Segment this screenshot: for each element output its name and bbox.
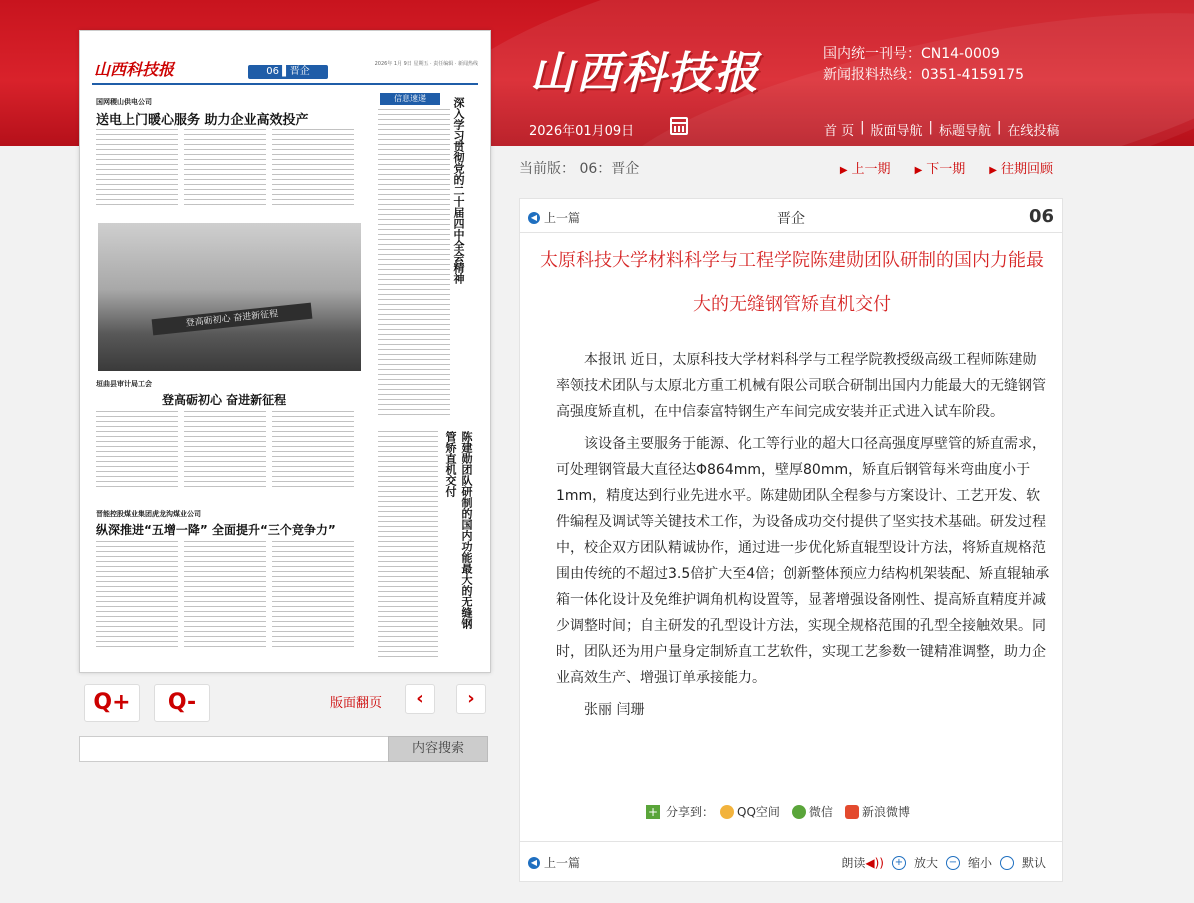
text-block[interactable] bbox=[378, 431, 438, 661]
article-bottom-bar bbox=[520, 841, 1062, 881]
prev-article-link-bottom[interactable]: ◀ 上一篇 bbox=[528, 854, 580, 871]
nav-layout[interactable]: 版面导航 bbox=[870, 124, 923, 139]
article-title: 太原科技大学材料科学与工程学院陈建勋团队研制的国内力能最大的无缝钢管矫直机交付 bbox=[540, 250, 1044, 315]
font-enlarge-button[interactable]: 放大 bbox=[913, 856, 938, 870]
photo-banner: 登高砺初心 奋进新征程 bbox=[152, 303, 313, 336]
next-issue-link[interactable]: ▶ 下一期 bbox=[914, 162, 966, 177]
story1-title[interactable]: 送电上门暖心服务 助力企业高效投产 bbox=[96, 113, 309, 128]
calendar-icon[interactable] bbox=[670, 117, 688, 135]
nav-submit[interactable]: 在线投稿 bbox=[1007, 124, 1060, 139]
share-weibo[interactable]: 新浪微博 bbox=[845, 803, 910, 820]
story3-kicker[interactable]: 晋能控股煤业集团虎龙沟煤业公司 bbox=[96, 510, 201, 518]
side-title-1[interactable]: 深入学习贯彻党的二十届四中全会精神 bbox=[452, 97, 465, 284]
issn-text: 国内统一刊号：CN14-0009 bbox=[823, 46, 1000, 62]
article-panel bbox=[519, 198, 1063, 882]
zoom-in-button[interactable]: Q+ bbox=[84, 684, 140, 722]
article-author: 张丽 闫珊 bbox=[584, 702, 645, 718]
story2-kicker[interactable]: 垣曲县审计局工会 bbox=[96, 380, 152, 388]
read-aloud-button[interactable]: 朗读◀)) bbox=[841, 856, 884, 870]
header-nav bbox=[824, 120, 1059, 139]
article-body bbox=[556, 347, 1050, 729]
nav-separator: | bbox=[928, 120, 933, 135]
speaker-icon: ◀)) bbox=[865, 856, 884, 870]
prev-issue-link[interactable]: ▶ 上一期 bbox=[839, 162, 891, 177]
font-default-button[interactable]: 默认 bbox=[1021, 856, 1046, 870]
text-block[interactable] bbox=[96, 541, 178, 651]
news-photo[interactable] bbox=[98, 223, 361, 371]
weibo-icon bbox=[845, 805, 859, 819]
page-flip-label: 版面翻页 bbox=[330, 696, 383, 711]
triangle-right-icon: ▶ bbox=[839, 165, 848, 176]
prev-page-button[interactable]: ‹ bbox=[405, 684, 435, 714]
current-edition-bar bbox=[519, 152, 1059, 180]
zoom-out-button[interactable]: Q- bbox=[154, 684, 210, 722]
default-size-icon[interactable] bbox=[1000, 856, 1014, 870]
text-block[interactable] bbox=[96, 411, 178, 491]
wechat-icon bbox=[792, 805, 806, 819]
text-block[interactable] bbox=[272, 129, 354, 209]
paper-meta: 2026年 1月 9日 星期五 · 责任编辑 · 新闻热线 bbox=[374, 61, 478, 67]
text-block[interactable] bbox=[184, 129, 266, 209]
issue-date: 2026年01月09日 bbox=[529, 124, 635, 139]
share-qzone[interactable]: QQ空间 bbox=[720, 803, 780, 820]
text-block[interactable] bbox=[272, 411, 354, 491]
side-title-2[interactable]: 陈建勋团队研制的国内功能最大的无缝钢管矫直机交付 bbox=[444, 431, 473, 629]
newspaper-page-preview[interactable] bbox=[79, 30, 491, 673]
nav-home[interactable]: 首 页 bbox=[824, 124, 855, 139]
triangle-right-icon: ▶ bbox=[989, 165, 997, 176]
text-block[interactable] bbox=[272, 541, 354, 651]
side-tag: 信息速递 bbox=[380, 93, 440, 105]
paper-rule bbox=[92, 83, 478, 85]
qzone-icon bbox=[720, 805, 734, 819]
header-info bbox=[823, 44, 1024, 86]
search-button[interactable]: 内容搜索 bbox=[388, 736, 488, 762]
article-page-number: 06 bbox=[1028, 206, 1054, 227]
share-wechat[interactable]: 微信 bbox=[792, 803, 833, 820]
story1-kicker[interactable]: 国网稷山供电公司 bbox=[96, 98, 152, 106]
zoom-in-icon[interactable]: + bbox=[892, 856, 906, 870]
text-block[interactable] bbox=[184, 541, 266, 651]
story2-title[interactable]: 登高砺初心 奋进新征程 bbox=[162, 393, 287, 407]
issue-pager bbox=[840, 158, 1053, 177]
zoom-out-icon[interactable]: − bbox=[946, 856, 960, 870]
nav-titles[interactable]: 标题导航 bbox=[938, 124, 991, 139]
font-shrink-button[interactable]: 缩小 bbox=[967, 856, 992, 870]
article-section: 晋企 bbox=[777, 211, 805, 227]
article-paragraph: 该设备主要服务于能源、化工等行业的超大口径高强度厚壁管的矫直需求，可处理钢管最大直径达Φ864mm，壁厚80mm，矫直后钢管每米弯曲度小于1mm，精度达到行业先进水平。陈建勋团队全程参与方案设计、工艺开发、软件编程及调试等关键技术工作，为设备成功交付提供了坚实技术基础。研发过程中，校企双方团队精诚协作，通过进一步优化矫直辊型设计方法，将矫直规格范围由传统的不超过3.5倍扩大至4倍；创新整体预应力结构机架装配、矫直辊轴承箱一体化设计及免维护调角机构设置等，显著增强设备刚性、提高矫直精度并减少调整时间；自主研发的孔型设计方法，实现全规格范围的孔型全接触效果。同时，团队还为用户量身定制矫直工艺软件，实现工艺参数一键精准调整，助力企业高效生产、增强订单承接能力。 bbox=[556, 436, 1050, 686]
text-block[interactable] bbox=[184, 411, 266, 491]
current-edition-label: 当前版： 06：晋企 bbox=[519, 161, 640, 177]
arrow-left-icon: ◀ bbox=[528, 212, 540, 224]
paper-edition-tag: 06 ▌晋企 bbox=[248, 65, 328, 79]
reading-tools bbox=[841, 854, 1046, 871]
share-label: 分享到： bbox=[666, 805, 715, 819]
article-paragraph: 本报讯 近日，太原科技大学材料科学与工程学院教授级高级工程师陈建勋率领技术团队与太原北方重工机械有限公司联合研制出国内力能最大的无缝钢管高强度矫直机，在中信泰富特钢生产车间完成安装并正式进入试车阶段。 bbox=[556, 352, 1046, 420]
nav-separator: | bbox=[860, 120, 865, 135]
paper-masthead: 山西科技报 bbox=[94, 60, 175, 79]
plus-icon[interactable]: + bbox=[647, 804, 659, 819]
triangle-right-icon: ▶ bbox=[914, 165, 923, 176]
next-page-button[interactable]: › bbox=[456, 684, 486, 714]
site-logo[interactable]: 山西科技报 bbox=[530, 48, 760, 99]
text-block[interactable] bbox=[378, 109, 450, 419]
search-input[interactable] bbox=[79, 736, 389, 762]
text-block[interactable] bbox=[96, 129, 178, 209]
archive-link[interactable]: ▶ 往期回顾 bbox=[989, 162, 1053, 177]
story3-title[interactable]: 纵深推进“五增一降” 全面提升“三个竞争力” bbox=[96, 523, 336, 537]
share-row bbox=[646, 803, 916, 820]
hotline-text: 新闻报料热线：0351-4159175 bbox=[823, 67, 1025, 83]
arrow-left-icon: ◀ bbox=[528, 857, 540, 869]
article-top-bar bbox=[520, 199, 1062, 233]
prev-article-link[interactable]: ◀ 上一篇 bbox=[528, 209, 580, 226]
nav-separator: | bbox=[996, 120, 1002, 135]
